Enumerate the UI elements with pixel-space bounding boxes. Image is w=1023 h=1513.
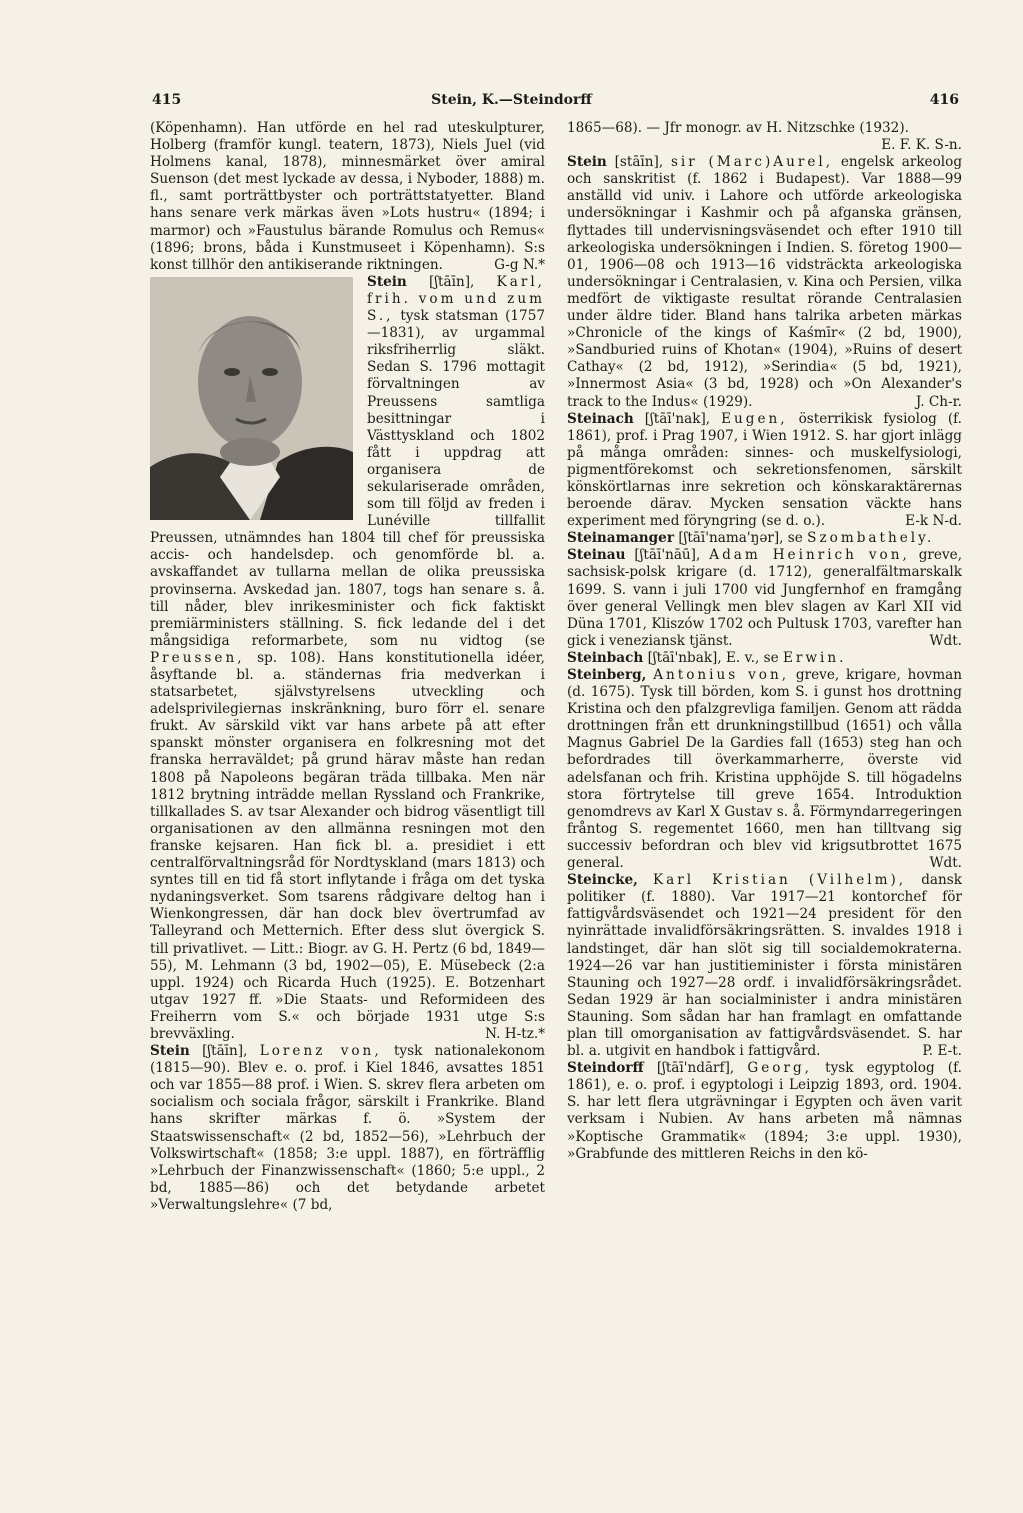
entry-text: tysk nationalekonom (1815—90). Blev e. o. prof. i Kiel 1846, avsattes 1851 och var 1855—88 prof. i Wien. S. skrev flera arbeten om socialism och sociala frågor, särskilt i Frankrike. Bland hans skrifter märkas f. ö. »System der Staatswissenschaft« (2 bd, 1852—56), »Lehrbuch der Volkswirtschaft« (1858; 3:e uppl. 1887), en förträfflig »Lehrbuch der Finanzwissenschaft« (1860; 5:e uppl., 2 bd, 1885—86) och det betydande arbetet »Verwaltungslehre« (7 bd, bbox=[150, 1043, 545, 1213]
entry-text: greve, krigare, hovman (d. 1675). Tysk till börden, kom S. i gunst hos drottning Kristina och den pfalzgrevliga familjen. Genom att rädda drottningen från ett drunkningstillbud (1651) och vålla Magnus Gabriel De la Gardies fall (1653) steg han och befordrades till överkammarherre, överste vid adelsfanan och frih. Kristina upphöjde S. till högadelns stora förtrytelse till greve 1654. Introduktion genomdrevs av Karl X Gustav s. å. Förmyndarregeringen fråntog S. regementet 1660, men han tilltvang sig successiv befordran och blev vid krigsutbrottet 1675 general. bbox=[567, 667, 962, 872]
cross-reference: Szombathely. bbox=[807, 530, 935, 547]
pronunciation: [ʃtāī'ndārf], bbox=[656, 1060, 735, 1077]
headword: Stein bbox=[367, 273, 407, 290]
entry-continuation bbox=[150, 120, 545, 274]
person-name: Karl Kristian (Vilhelm), bbox=[652, 872, 907, 889]
headword: Stein bbox=[150, 1043, 190, 1060]
entry-stein-aurel bbox=[567, 154, 962, 410]
page-header bbox=[0, 92, 1023, 116]
entry-text: [ʃtāī'nama'ŋər], se bbox=[678, 530, 803, 547]
pronunciation: [ʃtāī'nak], bbox=[644, 410, 711, 427]
headword: Stein bbox=[567, 154, 607, 171]
entry-steinau bbox=[567, 547, 962, 650]
author-signature: J. Ch-r. bbox=[915, 393, 962, 410]
pronunciation: [stāīn], bbox=[614, 154, 664, 171]
headword: Steincke, bbox=[567, 872, 638, 889]
entry-text: tysk egyptolog (f. 1861), e. o. prof. i egyptologi i Leipzig 1893, ord. 1904. S. har lett flera utgrävningar i Egypten och även varit verksam i Nubien. Av hans arbeten må nämnas »Koptische Grammatik« (1894; 3:e uppl. 1930), »Grabfunde des mittleren Reichs in den kö- bbox=[567, 1060, 962, 1162]
headword: Steinbach bbox=[567, 649, 644, 666]
entry-text: tysk statsman (1757—1831), av urgammal riksfriherrlig släkt. Sedan S. 1796 mottagit förvaltningen av Preussens samtliga besittningar i Västtyskland och 1802 fått i uppdrag att organisera de sekulariserade områden, som till följd av freden i Lunéville tillfallit Preussen, utnämndes han 1804 till chef för preussiska accis- och handelsdep. och genomförde bl. a. avskaffandet av tullarna mellan de olika preussiska provinserna. Avskedad jan. 1807, togs han senare s. å. till nåder, blev inrikesminister och fick faktiskt premiärministers ställning. S. fick ledande del i det mångsidiga reformarbete, som nu vidtog (se bbox=[150, 308, 545, 649]
right-column bbox=[567, 120, 962, 1163]
headword: Steindorff bbox=[567, 1060, 644, 1077]
entry-text: greve, sachsisk-polsk krigare (d. 1712), generalfältmarskalk 1699. S. vann i juli 1700 vid Jungfernhof en framgång över general Vellingk men blev slagen av Karl XII vid Düna 1701, Kliszów 1702 och Pultusk 1703, varefter han gick i veneziansk tjänst. bbox=[567, 547, 963, 649]
author-signature: E-k N-d. bbox=[905, 513, 962, 530]
entry-steinbach bbox=[567, 650, 962, 667]
cross-reference: Preussen, bbox=[150, 649, 245, 666]
entry-steinach bbox=[567, 411, 962, 531]
author-signature: P. E-t. bbox=[922, 1043, 962, 1060]
author-signature: Wdt. bbox=[929, 632, 962, 649]
entry-text: österrikisk fysiolog (f. 1861), prof. i Prag 1907, i Wien 1912. S. har gjort inlägg på många områden: sinnes- och muskelfysiologi, pigmentförekomst och sekretionsfenomen, särskilt könskörtlarnas inre sekretion och könskaraktärernas beroende därav. Mycken sensation väckte hans experiment med föryngring (se d. o.). bbox=[567, 410, 962, 530]
entry-text: (Köpenhamn). Han utförde en hel rad uteskulpturer, Holberg (framför kungl. teatern, 1873), Niels Juel (vid Holmens kanal, 1878), minnesmärket över amiral Suenson (det mest lyckade av dessa, i Nyboder, 1888) m. fl., samt porträttbyster och porträttstatyetter. Bland hans senare verk märkas även »Lots hustru« (1894; i marmor) och »Faustulus bärande Romulus och Remus« (1896; brons, båda i Kunstmuseet i Köpenhamn). S:s konst tillhör den antikiserande riktningen. bbox=[150, 120, 545, 273]
headword: Steinberg, bbox=[567, 667, 647, 683]
entry-stein-lorenz bbox=[150, 1043, 545, 1214]
author-signature: N. H-tz.* bbox=[485, 1025, 545, 1042]
entry-text-2: sp. 108). Hans konstitutionella idéer, åsyftande bl. a. ständernas fria medverkan i statsarbetet, självstyrelsens utveckling och adelsprivilegiernas inskränkning, buro förr el. senare frukt. Av särskild vikt var hans arbete på att efter spanskt mönster organisera en folkresning mot det franska herraväldet; på grund härav måste han redan 1808 på Napoleons begäran träda tillbaka. Men när 1812 brytning inträdde mellan Ryssland och Frankrike, tillkallades S. av tsar Alexander och bidrog väsentligt till organisationen av den allmänna resningen mot den franske kejsaren. Han fick bl. a. presidiet i ett centralförvaltningsråd för Nordtyskland (mars 1813) och syntes till en tid få stort inflytande i fråga om det tyska nydaningsverket. Som tsarens rådgivare deltog han i Wienkongressen, där han dock blev övertrumfad av Talleyrand och Metternich. Efter dess slut övergick S. till privatlivet. — Litt.: Biogr. av G. H. Pertz (6 bd, 1849—55), M. Lehmann (3 bd, 1902—05), E. Müsebeck (2:a uppl. 1924) och Ricarda Huch (1925). E. Botzenhart utgav 1927 ff. »Die Staats- und Reformideen des Freiherrn vom S.« och började 1931 utge S:s brevväxling. bbox=[150, 649, 545, 1042]
person-name: sir (Marc)Aurel, bbox=[670, 154, 834, 171]
author-signature: G-g N.* bbox=[494, 256, 545, 273]
entry-text: [ʃtāī'nbak], E. v., se bbox=[647, 649, 779, 666]
pronunciation: [ʃtāī'nāū], bbox=[634, 547, 701, 564]
person-name: Adam Heinrich von, bbox=[709, 547, 910, 564]
left-column bbox=[150, 120, 545, 1214]
entry-text: dansk politiker (f. 1880). Var 1917—21 kontorchef för fattigvårdsväsendet och 1921—24 president för den nyinrättade invalidförsäkringsrätten. S. invaldes 1918 i landstinget, där han slöt sig till socialdemokraterna. 1924—26 var han justitieminister i första ministären Stauning och 1927—28 ordf. i invalidförsäkringsrådet. Sedan 1929 är han socialminister i andra ministären Stauning. Som sådan har han framlagt en omfattande plan till omorganisation av fattigvårdsväsendet. S. har bl. a. utgivit en handbok i fattigvård. bbox=[567, 872, 963, 1060]
person-name: Georg, bbox=[747, 1060, 812, 1077]
entry-continuation bbox=[567, 120, 962, 154]
running-title: Stein, K.—Steindorff bbox=[431, 92, 592, 108]
cross-reference: Erwin. bbox=[782, 649, 847, 666]
portrait-image bbox=[150, 277, 353, 520]
entry-steincke bbox=[567, 872, 962, 1060]
author-signature: E. F. K. S-n. bbox=[881, 137, 962, 154]
headword: Steinach bbox=[567, 410, 634, 427]
page-number-left: 415 bbox=[152, 92, 182, 108]
author-signature: Wdt. bbox=[929, 855, 962, 872]
person-name: Eugen, bbox=[721, 410, 788, 427]
entry-steinamanger bbox=[567, 530, 962, 547]
entry-text: 1865—68). — Jfr monogr. av H. Nitzschke (1932). bbox=[567, 120, 909, 136]
pronunciation: [ʃtāīn], bbox=[429, 273, 475, 290]
headword: Steinamanger bbox=[567, 530, 674, 547]
entry-steindorff bbox=[567, 1060, 962, 1163]
page-number-right: 416 bbox=[929, 92, 959, 108]
headword: Steinau bbox=[567, 547, 626, 564]
entry-text: engelsk arkeolog och sanskritist (f. 1862 i Budapest). Var 1888—99 anställd vid univ. i Lahore och utförde arkeologiska undersökningar i Kashmir och på afganska gränsen, flyttades till undervisningsväsendet och efter 1910 till arkeologiska undersökningen i Indien. S. företog 1900—01, 1906—08 och 1913—16 vidsträckta arkeologiska undersökningar i Centralasien, v. Kina och Persien, vilka medfört de viktigaste resultat rörande Centralasien under äldre tider. Bland hans talrika arbeten märkas »Chronicle of the kings of Kaśmīr« (2 bd, 1900), »Sandburied ruins of Khotan« (1904), »Ruins of desert Cathay« (2 bd, 1912), »Serindia« (5 bd, 1921), »Innermost Asia« (3 bd, 1928) och »On Alexander's track to the Indus« (1929). bbox=[567, 154, 963, 410]
entry-steinberg bbox=[567, 667, 962, 872]
person-name: Karl, frih. vom und zum S., bbox=[367, 273, 545, 325]
person-name: Lorenz von, bbox=[259, 1043, 382, 1060]
pronunciation: [ʃtāīn], bbox=[202, 1043, 248, 1060]
person-name: Antonius von, bbox=[653, 667, 790, 683]
